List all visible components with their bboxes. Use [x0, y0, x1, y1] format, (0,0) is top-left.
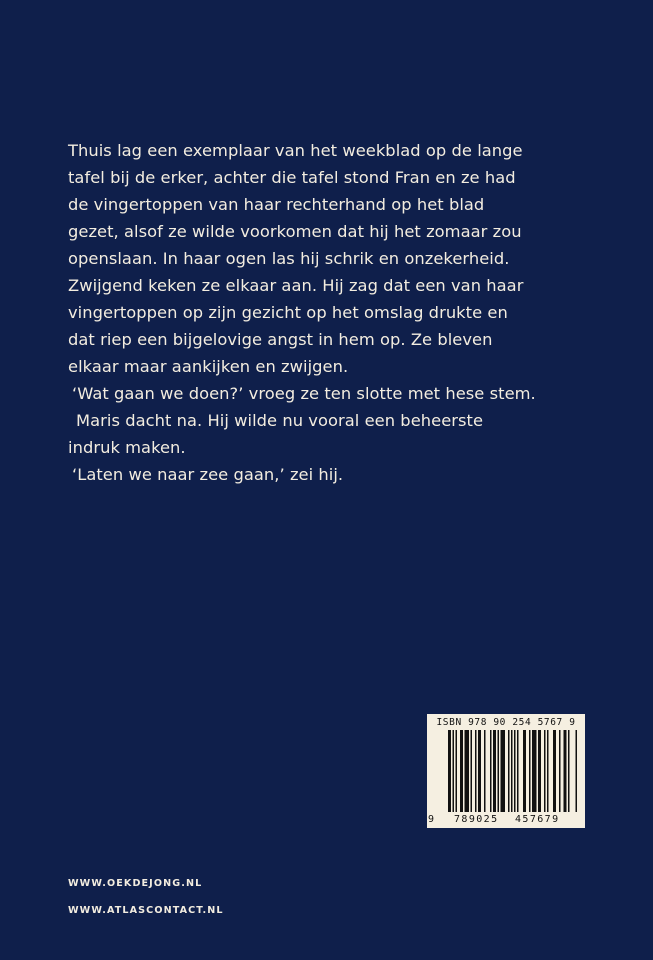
ean-left-digits: 789025 [454, 814, 499, 825]
barcode-bar [538, 730, 541, 812]
isbn-label: ISBN 978 90 254 5767 9 [436, 717, 576, 728]
barcode-bar [544, 730, 546, 812]
barcode-bar [465, 730, 470, 812]
barcode-bar [517, 730, 519, 812]
barcode-bar [478, 730, 481, 812]
blurb-line: openslaan. In haar ogen las hij schrik en onzekerheid. [68, 249, 510, 268]
ean-first-digit: 9 [428, 814, 436, 825]
barcode-bar [501, 730, 506, 812]
barcode-bar [532, 730, 537, 812]
publisher-website-link[interactable]: WWW.ATLASCONTACT.NL [68, 905, 224, 916]
blurb-line: tafel bij de erker, achter die tafel stond Fran en ze had [68, 168, 516, 187]
blurb-line: gezet, alsof ze wilde voorkomen dat hij het zomaar zou [68, 222, 522, 241]
barcode-bar [453, 730, 455, 812]
blurb-line: de vingertoppen van haar rechterhand op het blad [68, 195, 485, 214]
barcode-bar [559, 730, 561, 812]
barcode-bar [529, 730, 531, 812]
barcode-bar [511, 730, 513, 812]
isbn-barcode [427, 714, 585, 828]
blurb-line: indruk maken. [68, 438, 186, 457]
ean-digits [427, 814, 585, 826]
blurb-line: Zwijgend keken ze elkaar aan. Hij zag dat een van haar [68, 276, 524, 295]
barcode-bar [508, 730, 510, 812]
blurb-line: ‘Laten we naar zee gaan,’ zei hij. [72, 465, 344, 484]
blurb-line: ‘Wat gaan we doen?’ vroeg ze ten slotte met hese stem. [72, 384, 536, 403]
barcode-bar [471, 730, 473, 812]
back-cover-blurb [68, 137, 538, 488]
barcode-bar [475, 730, 477, 812]
barcode-bar [547, 730, 549, 812]
barcode-bar [514, 730, 516, 812]
barcode-bar [490, 730, 492, 812]
barcode-bar [568, 730, 570, 812]
barcode-bar [553, 730, 556, 812]
barcode-bar [498, 730, 500, 812]
ean-right-digits: 457679 [515, 814, 560, 825]
barcode-bar [456, 730, 458, 812]
blurb-line: elkaar maar aankijken en zwijgen. [68, 357, 349, 376]
blurb-line: Maris dacht na. Hij wilde nu vooral een beheerste [76, 411, 484, 430]
barcode-bar [576, 730, 578, 812]
barcode-bars [434, 730, 578, 814]
blurb-line: vingertoppen op zijn gezicht op het omslag drukte en [68, 303, 508, 322]
barcode-bar [523, 730, 526, 812]
barcode-bar [484, 730, 486, 812]
blurb-line: dat riep een bijgelovige angst in hem op. Ze bleven [68, 330, 493, 349]
blurb-line: Thuis lag een exemplaar van het weekblad op de lange [68, 141, 523, 160]
barcode-bar [564, 730, 567, 812]
barcode-bar [460, 730, 463, 812]
author-website-link[interactable]: WWW.OEKDEJONG.NL [68, 878, 203, 889]
barcode-bar [493, 730, 496, 812]
barcode-bar [448, 730, 451, 812]
